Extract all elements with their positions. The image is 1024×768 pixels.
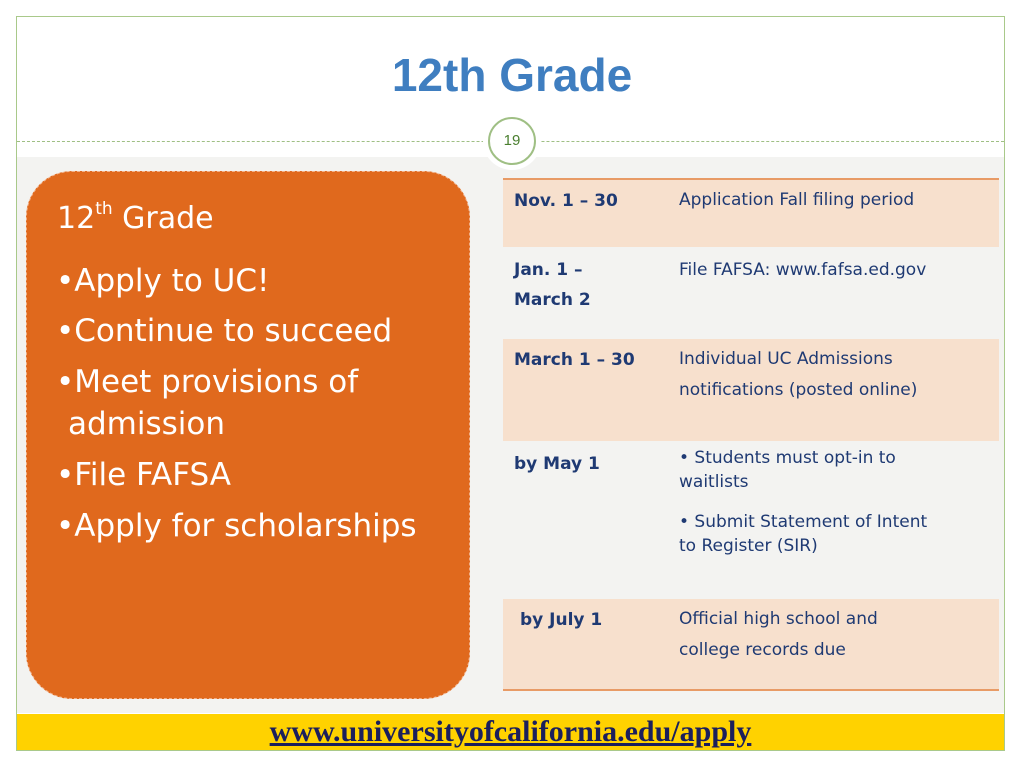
box-heading (57, 199, 214, 236)
page-title: 12th Grade (391, 49, 633, 101)
row-date: March 1 – 30 (514, 350, 635, 370)
footer-bar (17, 714, 1004, 750)
row-description-line2: notifications (posted online) (679, 380, 918, 400)
row-description: Application Fall filing period (679, 190, 915, 210)
row-description (679, 446, 989, 558)
bullet-provisions-line2: admission (68, 406, 226, 442)
list-item-continued: waitlists (679, 472, 749, 492)
row-date: by May 1 (514, 454, 600, 474)
row-date: Nov. 1 – 30 (514, 191, 618, 211)
table-row (503, 339, 999, 441)
apply-link[interactable]: www.universityofcalifornia.edu/apply (269, 715, 752, 748)
list-item-continued: to Register (SIR) (679, 536, 818, 556)
table-row (503, 441, 999, 599)
bullet-provisions (56, 361, 358, 445)
row-date (514, 255, 664, 315)
row-description (679, 604, 989, 666)
table-row (503, 247, 999, 339)
row-date-line1: Jan. 1 – (514, 260, 583, 280)
bullet-continue: •Continue to succeed (56, 313, 393, 349)
box-heading-number: 12 (57, 201, 96, 236)
slide-number-badge: 19 (488, 117, 536, 165)
list-item: • Submit Statement of Intent (679, 512, 928, 532)
row-description-line1: Individual UC Admissions (679, 349, 893, 369)
table-row (503, 180, 999, 247)
row-description (679, 344, 989, 406)
bullet-fafsa: •File FAFSA (56, 457, 231, 493)
schedule-table (503, 178, 999, 691)
bullet-apply-uc: •Apply to UC! (56, 263, 270, 299)
row-date: by July 1 (520, 610, 603, 630)
row-date-line2: March 2 (514, 290, 591, 310)
bullet-provisions-line1: •Meet provisions of (56, 364, 359, 400)
summary-box (26, 171, 470, 699)
list-item: • Students must opt-in to (679, 448, 896, 468)
row-description-line2: college records due (679, 640, 846, 660)
table-row (503, 599, 999, 689)
row-description: File FAFSA: www.fafsa.ed.gov (679, 260, 927, 280)
box-heading-superscript: th (95, 199, 113, 219)
row-description-line1: Official high school and (679, 609, 878, 629)
box-heading-rest: Grade (112, 201, 214, 236)
bullet-scholarships: •Apply for scholarships (56, 508, 417, 544)
